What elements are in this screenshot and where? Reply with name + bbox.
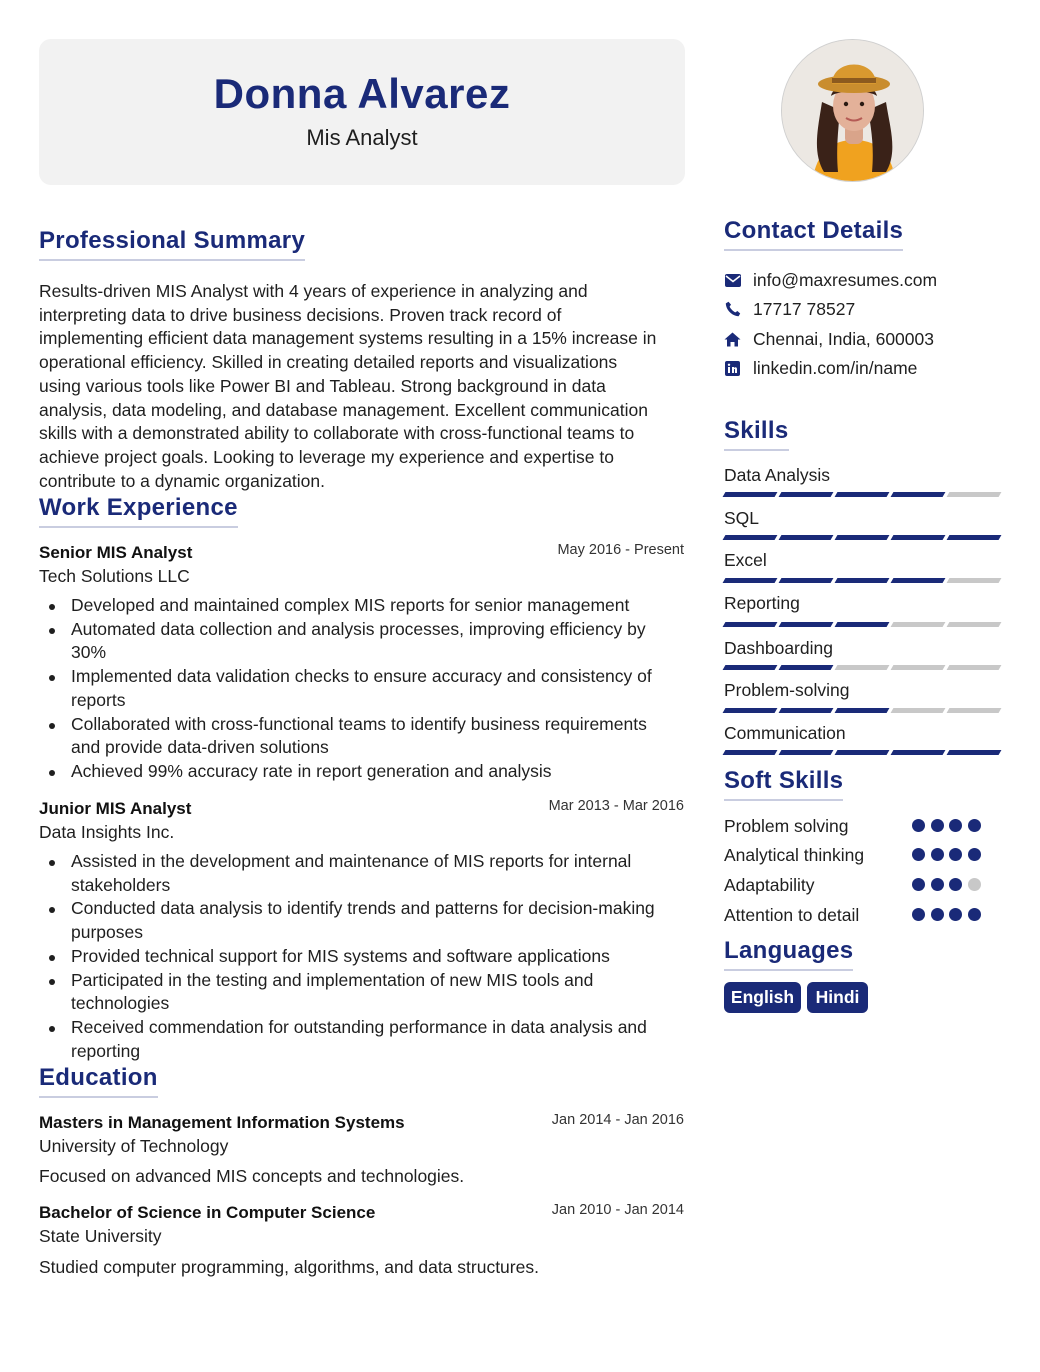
skill-level-segment <box>835 665 890 670</box>
job-2-company: Data Insights Inc. <box>39 822 175 842</box>
skill-level-segment <box>723 665 778 670</box>
contact-email[interactable] <box>724 268 937 292</box>
list-item: Provided technical support for MIS systems and software applications <box>39 945 687 969</box>
skill-level-segment <box>891 492 946 497</box>
job-2-date: Mar 2013 - Mar 2016 <box>548 798 684 814</box>
soft-skill-label: Adaptability <box>724 875 815 895</box>
edu-1-degree: Masters in Management Information Systems <box>39 1113 405 1132</box>
list-item: Received commendation for outstanding performance in data analysis and reporting <box>39 1016 687 1063</box>
contact-phone[interactable] <box>724 297 855 321</box>
email-text: info@maxresumes.com <box>753 269 938 290</box>
list-item: Conducted data analysis to identify trends and patterns for decision-making purposes <box>39 897 687 944</box>
skill-level-segment <box>835 492 890 497</box>
skill-level-segment <box>891 665 946 670</box>
skill-label: Reporting <box>724 593 800 613</box>
portrait-illustration <box>782 40 924 182</box>
list-item: Collaborated with cross-functional teams to identify business requirements and provide data-driven solutions <box>39 713 687 760</box>
skill-level-segment <box>779 708 834 713</box>
language-badge: English <box>724 982 801 1013</box>
soft-skill-label: Analytical thinking <box>724 845 865 865</box>
soft-skill-dot <box>912 819 925 832</box>
skill-label: Data Analysis <box>724 465 831 485</box>
skill-level-segment <box>947 492 1002 497</box>
contact-heading: Contact Details <box>724 217 903 251</box>
soft-skill-dot <box>968 848 981 861</box>
skill-level-segment <box>723 492 778 497</box>
list-item: Automated data collection and analysis processes, improving efficiency by 30% <box>39 618 687 665</box>
soft-skill-dot <box>968 819 981 832</box>
skill-level-segment <box>891 535 946 540</box>
skill-level-bar <box>724 492 1000 497</box>
skill-level-segment <box>835 622 890 627</box>
skill-level-segment <box>947 750 1002 755</box>
skill-label: Communication <box>724 723 846 743</box>
soft-skill-dot <box>931 819 944 832</box>
soft-skill-dot <box>931 848 944 861</box>
skill-level-segment <box>947 708 1002 713</box>
experience-heading: Work Experience <box>39 494 238 528</box>
soft-skill-dot <box>949 878 962 891</box>
job-2-title: Junior MIS Analyst <box>39 799 192 818</box>
soft-skill-dot <box>931 878 944 891</box>
edu-2-degree: Bachelor of Science in Computer Science <box>39 1203 376 1222</box>
skill-level-segment <box>779 665 834 670</box>
soft-skill-dot <box>912 878 925 891</box>
list-item: Assisted in the development and maintenance of MIS reports for internal stakeholders <box>39 850 687 897</box>
skill-level-segment <box>891 578 946 583</box>
edu-1-date: Jan 2014 - Jan 2016 <box>551 1112 684 1128</box>
contact-linkedin[interactable] <box>724 356 917 380</box>
skill-label: SQL <box>724 508 760 528</box>
skill-level-segment <box>779 750 834 755</box>
edu-1-school: University of Technology <box>39 1136 229 1156</box>
summary-line: achieve project goals. Looking to leverage my experience and expertise to <box>39 446 614 467</box>
summary-line: implementing efficient data management systems resulting in a 15% increase in <box>39 328 657 349</box>
soft-skills-heading: Soft Skills <box>724 767 843 801</box>
address-text: Chennai, India, 600003 <box>753 328 934 349</box>
summary-line: contribute to a dynamic organization. <box>39 470 325 491</box>
job-1-bullets <box>39 594 687 784</box>
edu-2-description: Studied computer programming, algorithms, and data structures. <box>39 1257 539 1277</box>
soft-skill-label: Problem solving <box>724 816 849 836</box>
profile-photo <box>781 39 924 182</box>
edu-2-date: Jan 2010 - Jan 2014 <box>551 1202 684 1218</box>
skill-level-segment <box>723 535 778 540</box>
home-icon <box>724 331 741 348</box>
soft-skill-dot <box>912 908 925 921</box>
soft-skill-dot <box>968 908 981 921</box>
phone-text: 17717 78527 <box>753 298 856 319</box>
skill-label: Excel <box>724 550 767 570</box>
skill-level-segment <box>779 535 834 540</box>
soft-skill-dot <box>931 908 944 921</box>
summary-heading: Professional Summary <box>39 227 305 261</box>
skill-level-bar <box>724 708 1000 713</box>
job-1-date: May 2016 - Present <box>557 542 684 558</box>
languages-heading: Languages <box>724 937 853 971</box>
skill-level-segment <box>835 578 890 583</box>
skill-level-bar <box>724 535 1000 540</box>
skill-level-segment <box>723 622 778 627</box>
edu-2-school: State University <box>39 1226 162 1246</box>
skill-level-segment <box>779 622 834 627</box>
summary-line: interpreting data to drive business decisions. Proven track record of <box>39 304 562 325</box>
skill-level-segment <box>723 708 778 713</box>
envelope-icon <box>724 272 741 289</box>
skill-level-segment <box>723 578 778 583</box>
soft-skill-dot <box>949 819 962 832</box>
skill-level-segment <box>947 578 1002 583</box>
skill-label: Problem-solving <box>724 680 850 700</box>
skill-level-segment <box>947 622 1002 627</box>
summary-text <box>39 280 687 493</box>
summary-line: analysis, data modeling, and database management. Excellent communication <box>39 399 648 420</box>
skill-level-segment <box>723 750 778 755</box>
skill-level-segment <box>947 665 1002 670</box>
linkedin-icon <box>724 360 741 377</box>
job-title-heading: Mis Analyst <box>306 125 418 150</box>
edu-1-description: Focused on advanced MIS concepts and technologies. <box>39 1166 465 1186</box>
skill-level-bar <box>724 665 1000 670</box>
list-item: Achieved 99% accuracy rate in report generation and analysis <box>39 760 687 784</box>
skill-level-segment <box>891 708 946 713</box>
header-card <box>39 39 685 185</box>
list-item: Participated in the testing and implementation of new MIS tools and technologies <box>39 969 687 1016</box>
skill-level-segment <box>891 622 946 627</box>
skills-heading: Skills <box>724 417 789 451</box>
soft-skill-dot <box>949 848 962 861</box>
soft-skill-label: Attention to detail <box>724 905 860 925</box>
linkedin-text: linkedin.com/in/name <box>753 357 918 378</box>
skill-label: Dashboarding <box>724 638 833 658</box>
summary-line: operational efficiency. Skilled in creating detailed reports and visualizations <box>39 352 618 373</box>
summary-line: Results-driven MIS Analyst with 4 years of experience in analyzing and <box>39 281 588 301</box>
skill-level-bar <box>724 750 1000 755</box>
education-heading: Education <box>39 1064 158 1098</box>
skill-level-segment <box>779 492 834 497</box>
soft-skill-dot <box>912 848 925 861</box>
summary-line: skills with a demonstrated ability to collaborate with cross-functional teams to <box>39 423 635 444</box>
candidate-name: Donna Alvarez <box>213 70 511 117</box>
job-1-title: Senior MIS Analyst <box>39 543 193 562</box>
skill-level-segment <box>835 535 890 540</box>
soft-skill-dot <box>968 878 981 891</box>
job-1-company: Tech Solutions LLC <box>39 566 190 586</box>
skill-level-bar <box>724 622 1000 627</box>
contact-address <box>724 327 934 351</box>
phone-icon <box>724 301 741 318</box>
summary-line: using various tools like Power BI and Tableau. Strong background in data <box>39 375 606 396</box>
job-2-bullets <box>39 850 687 1063</box>
language-badge: Hindi <box>807 982 868 1013</box>
list-item: Implemented data validation checks to ensure accuracy and consistency of reports <box>39 665 687 712</box>
skill-level-segment <box>835 750 890 755</box>
skill-level-segment <box>779 578 834 583</box>
skill-level-segment <box>947 535 1002 540</box>
skill-level-segment <box>891 750 946 755</box>
skill-level-bar <box>724 578 1000 583</box>
list-item: Developed and maintained complex MIS reports for senior management <box>39 594 687 618</box>
skill-level-segment <box>835 708 890 713</box>
soft-skill-dot <box>949 908 962 921</box>
